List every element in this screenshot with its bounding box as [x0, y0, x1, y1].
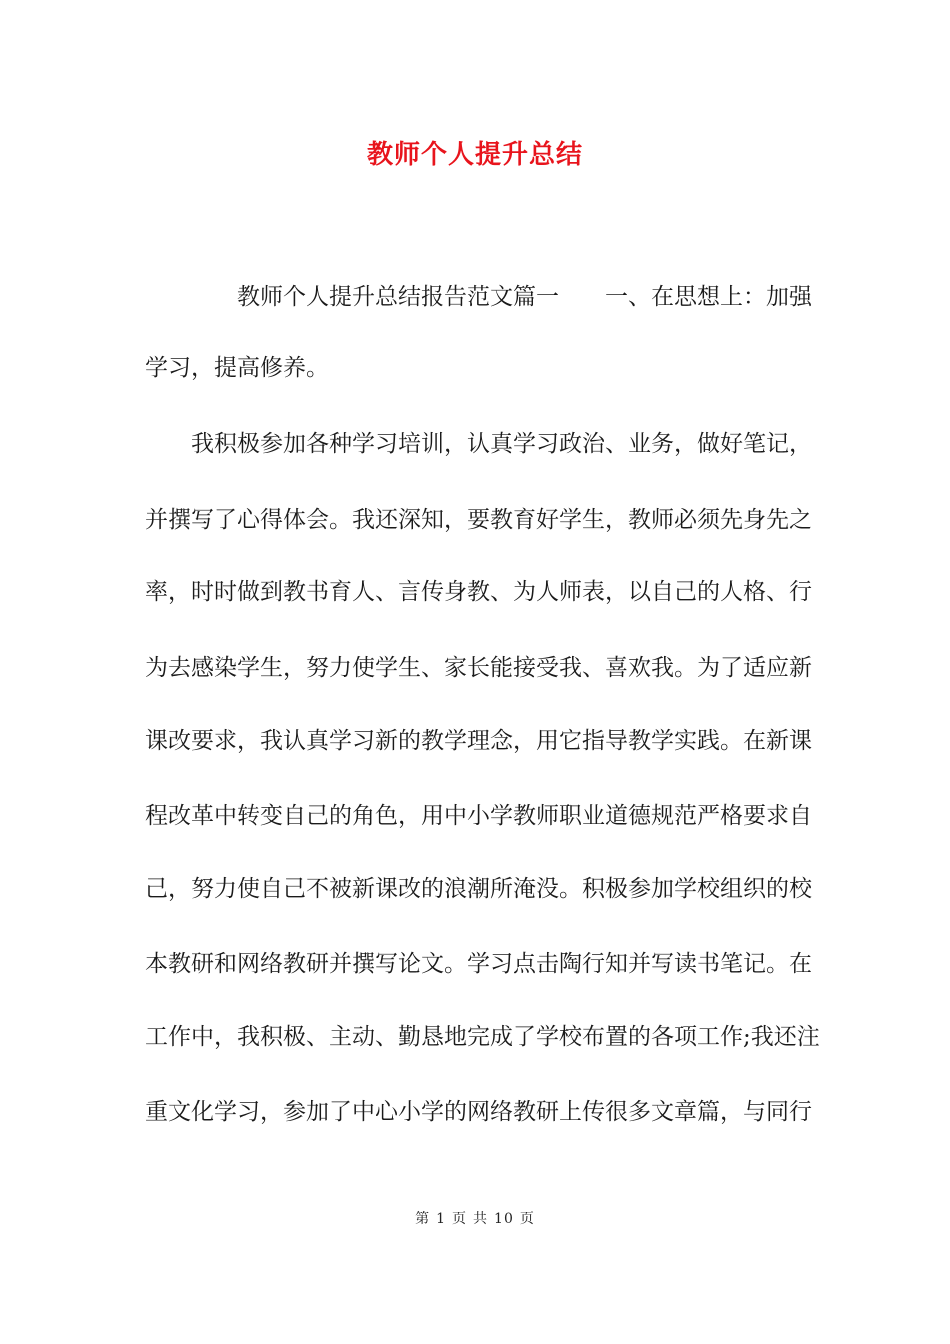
footer-suffix: 页 [519, 1211, 535, 1227]
body-line: 并撰写了心得体会。我还深知，要教育好学生，教师必须先身先之 [145, 507, 812, 533]
footer-prefix: 第 [415, 1211, 431, 1227]
body-line: 学习，提高修养。 [145, 355, 329, 381]
body-line: 本教研和网络教研并撰写论文。学习点击陶行知并写读书笔记。在 [145, 951, 812, 977]
body-line: 教师个人提升总结报告范文篇一 一、在思想上：加强 [145, 284, 812, 310]
body-line: 率，时时做到教书育人、言传身教、为人师表，以自己的人格、行 [145, 579, 812, 605]
document-title: 教师个人提升总结 [366, 140, 583, 170]
page-footer [0, 1208, 950, 1228]
footer-total-word: 共 [473, 1211, 489, 1227]
body-line: 为去感染学生，努力使学生、家长能接受我、喜欢我。为了适应新 [145, 655, 812, 681]
body-line: 工作中，我积极、主动、勤恳地完成了学校布置的各项工作;我还注 [145, 1024, 820, 1050]
footer-current-page: 1 [436, 1211, 447, 1227]
body-line: 课改要求，我认真学习新的教学理念，用它指导教学实践。在新课 [145, 728, 812, 754]
body-line: 己，努力使自己不被新课改的浪潮所淹没。积极参加学校组织的校 [145, 876, 812, 902]
footer-total-pages: 10 [494, 1211, 514, 1227]
body-line: 重文化学习，参加了中心小学的网络教研上传很多文章篇，与同行 [145, 1099, 812, 1125]
body-line: 程改革中转变自己的角色，用中小学教师职业道德规范严格要求自 [145, 803, 812, 829]
footer-page-word: 页 [452, 1211, 468, 1227]
body-line: 我积极参加各种学习培训，认真学习政治、业务，做好笔记， [145, 431, 812, 457]
